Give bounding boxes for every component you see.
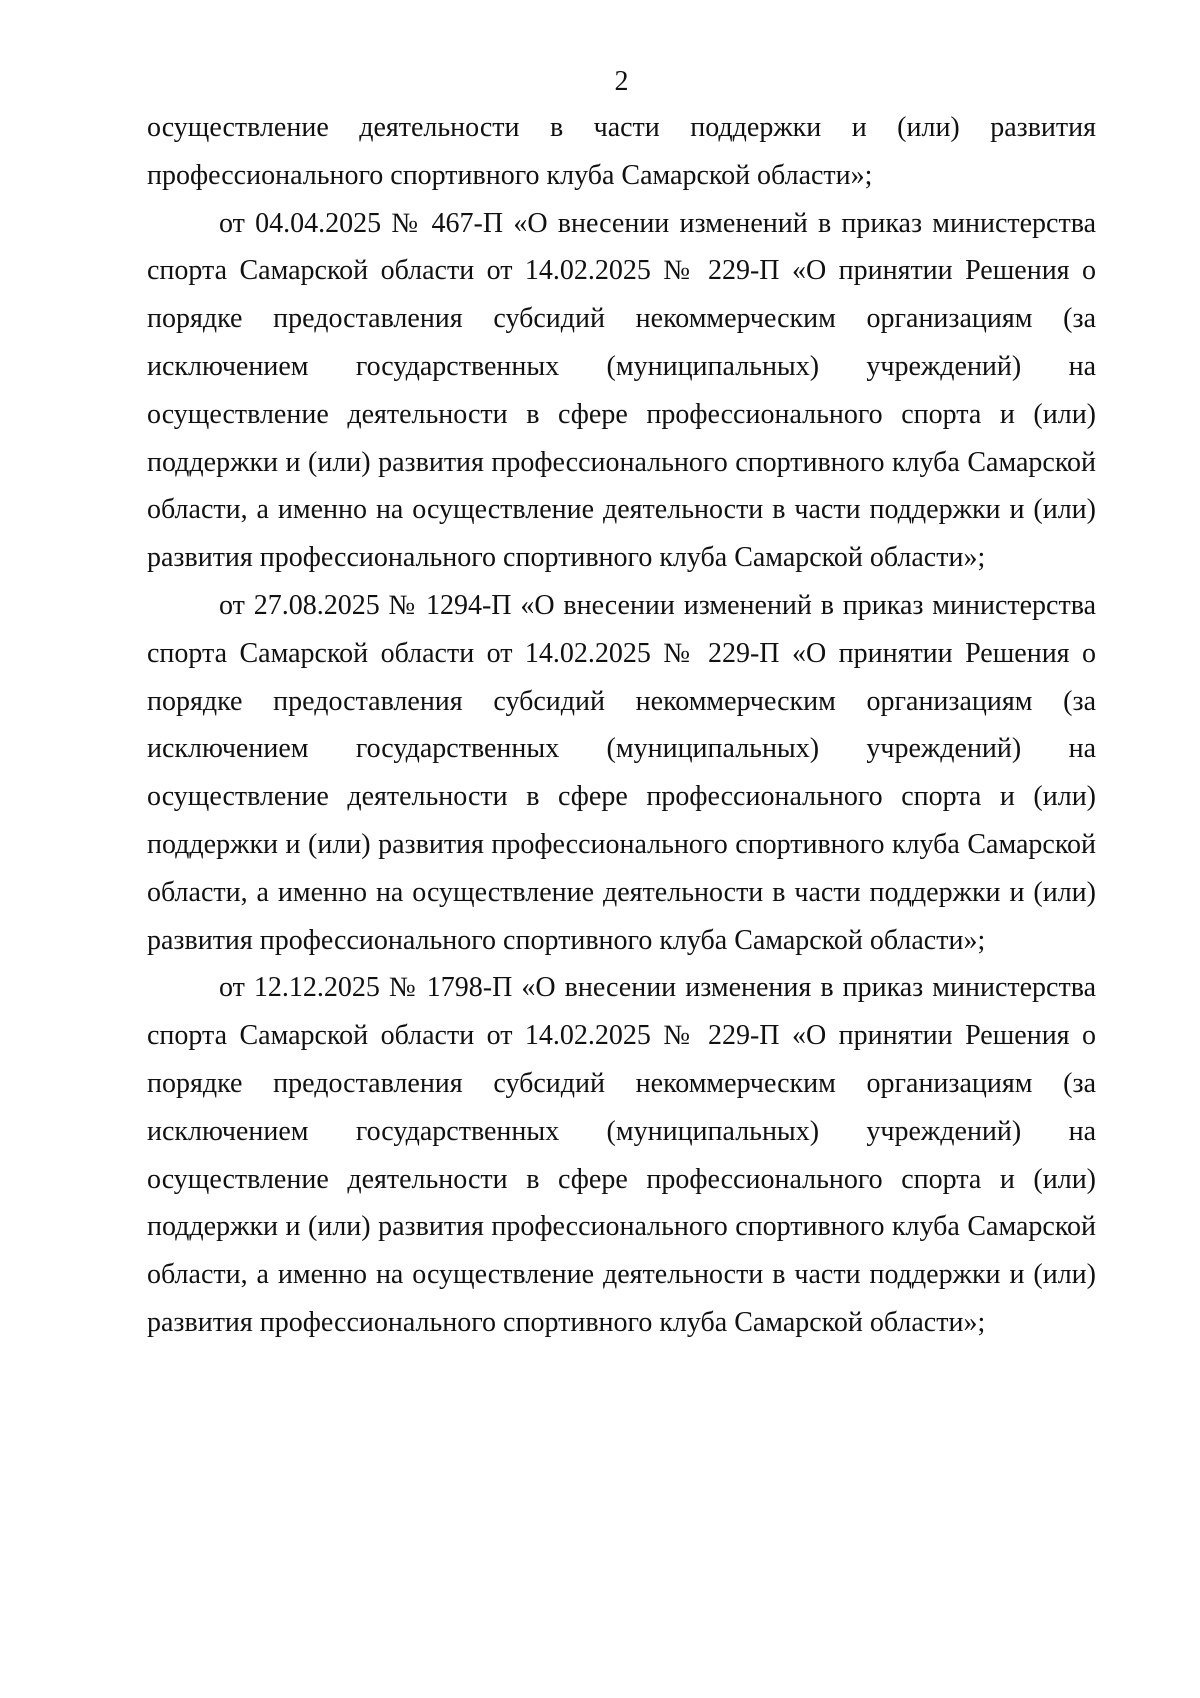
paragraph-order-1798: от 12.12.2025 № 1798-П «О внесении изменения в приказ министерства спорта Самарской области от 14.02.2025 № 229-П «О принятии Решения о порядке предоставления субсидий некоммерческим организациям (за исключением государственных (муниципальных) учреждений) на осуществление деятельности в сфере профессионального спорта и (или) поддержки и (или) развития профессионального спортивного клуба Самарской области, а именно на осуществление деятельности в части поддержки и (или) развития профессионального спортивного клуба Самарской области»; (147, 972, 1096, 1338)
paragraph-order-467: от 04.04.2025 № 467-П «О внесении изменений в приказ министерства спорта Самарской области от 14.02.2025 № 229-П «О принятии Решения о порядке предоставления субсидий некоммерческим организациям (за исключением государственных (муниципальных) учреждений) на осуществление деятельности в сфере профессионального спорта и (или) поддержки и (или) развития профессионального спортивного клуба Самарской области, а именно на осуществление деятельности в части поддержки и (или) развития профессионального спортивного клуба Самарской области»; (147, 207, 1096, 574)
paragraph-continuation: осуществление деятельности в части поддержки и (или) развития профессионального спортивного клуба Самарской области»; (147, 112, 1096, 191)
page-number: 2 (614, 66, 629, 97)
paragraph-order-1294: от 27.08.2025 № 1294-П «О внесении изменений в приказ министерства спорта Самарской области от 14.02.2025 № 229-П «О принятии Решения о порядке предоставления субсидий некоммерческим организациям (за исключением государственных (муниципальных) учреждений) на осуществление деятельности в сфере профессионального спорта и (или) поддержки и (или) развития профессионального спортивного клуба Самарской области, а именно на осуществление деятельности в части поддержки и (или) развития профессионального спортивного клуба Самарской области»; (147, 589, 1096, 956)
document-body (147, 104, 1096, 1347)
